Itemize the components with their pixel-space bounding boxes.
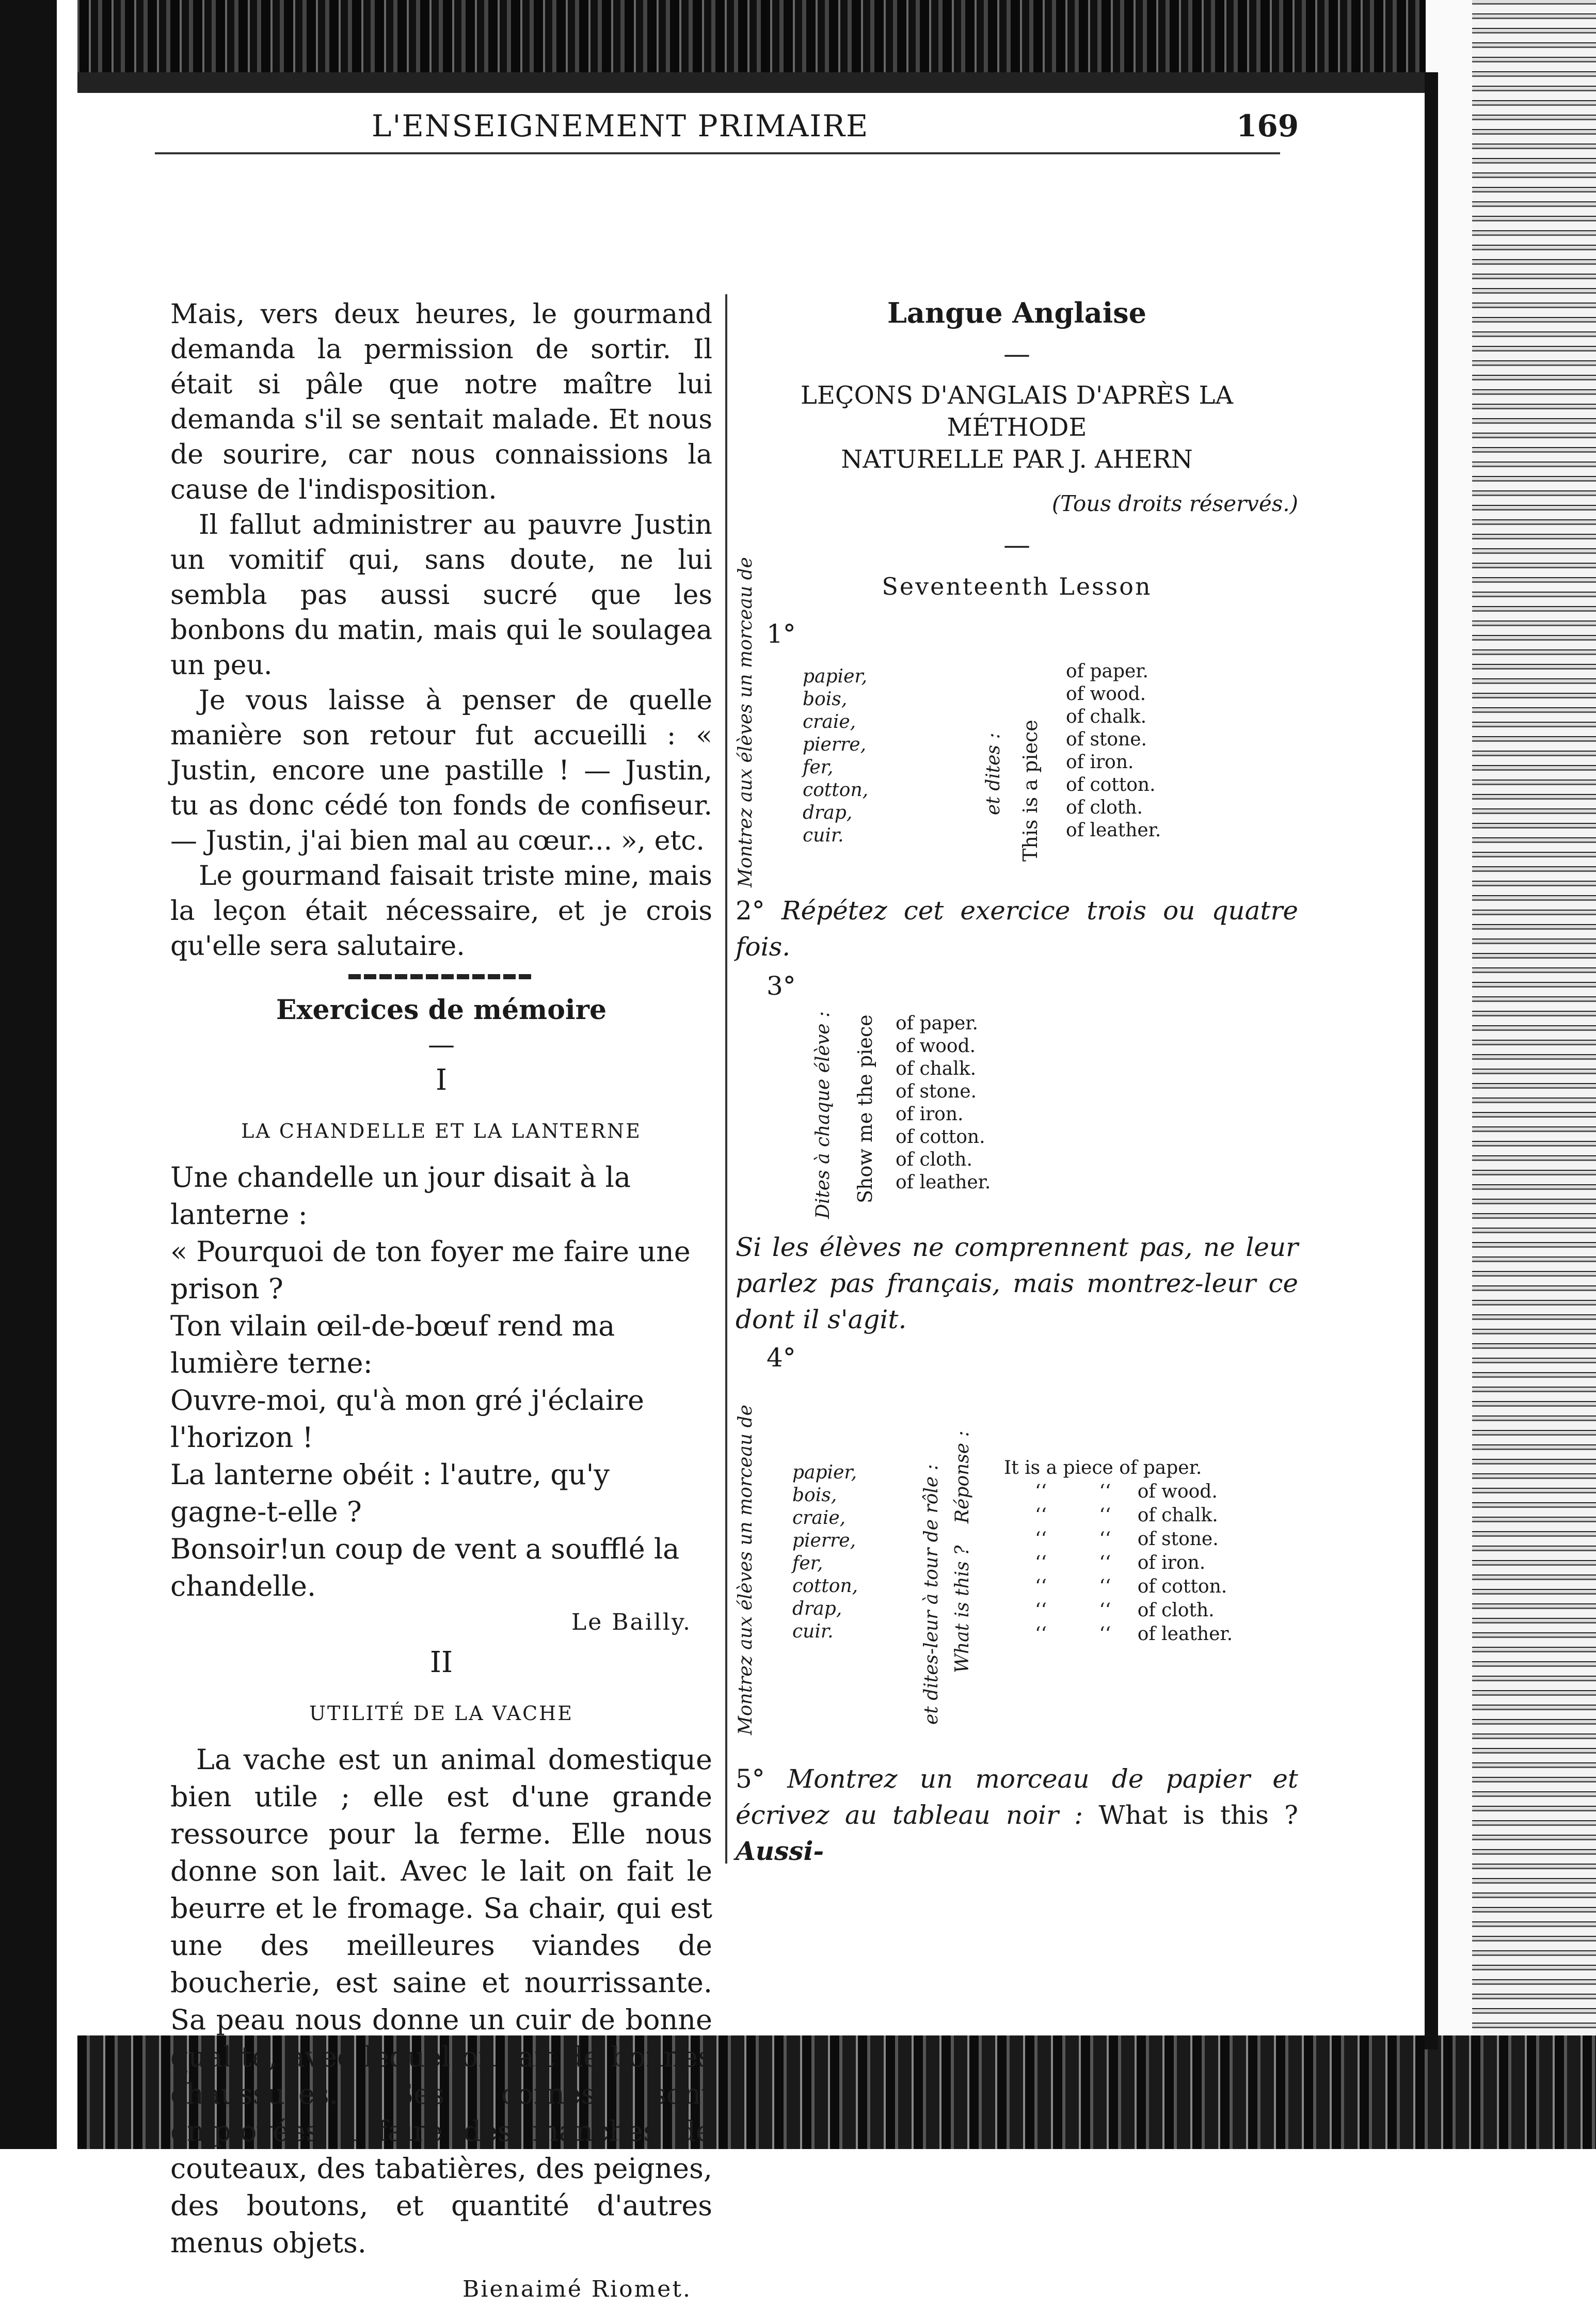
french-word: cuir.: [803, 825, 844, 846]
exercise-5: [736, 1761, 1298, 1869]
say-vertical: et dites :: [983, 733, 1004, 815]
answer-label-vertical: Réponse :: [952, 1430, 973, 1523]
answer-row: [1035, 1480, 1218, 1504]
english-phrase: of chalk.: [1066, 706, 1147, 727]
french-word-list: [803, 665, 868, 847]
english-phrase: of chalk.: [896, 1058, 977, 1079]
french-word: cotton,: [792, 1576, 858, 1597]
running-title: L'ENSEIGNEMENT PRIMAIRE: [372, 108, 869, 144]
poem-author: Le Bailly.: [571, 1609, 692, 1635]
subtitle-line: LEÇONS D'ANGLAIS D'APRÈS LA MÉTHODE: [801, 381, 1233, 442]
phrase-vertical: Show me the piece: [854, 1014, 876, 1203]
french-word: craie,: [792, 1507, 846, 1529]
exercise-number: 2°: [736, 896, 765, 926]
ditto-mark: ‘‘: [1099, 1481, 1111, 1502]
column-rule: [725, 294, 727, 1864]
prose-title: UTILITÉ DE LA VACHE: [309, 1702, 574, 1725]
english-phrase: of cotton.: [896, 1126, 985, 1148]
english-phrase: of cloth.: [1066, 797, 1143, 818]
answer-row: [1004, 1456, 1202, 1480]
numeral-ii: II: [429, 1646, 453, 1679]
ditto-mark: ‘‘: [1035, 1505, 1047, 1526]
page-number: 169: [1236, 108, 1299, 144]
prose-block: [170, 1741, 712, 2262]
ditto-mark: ‘‘: [1099, 1576, 1111, 1597]
phrase-vertical: This is a piece: [1019, 720, 1042, 862]
ditto-mark: ‘‘: [1099, 1505, 1111, 1526]
dash: —: [1003, 530, 1030, 561]
paragraph: La vache est un animal domestique bien utile ; elle est d'une grande ressource pour la ferme. Elle nous donne son lait. Avec le lait on fait le beurre et le fromage. Sa chair, qui est une des meilleures viandes de boucherie, est saine et nourrissante. Sa peau nous donne un cuir de bonne qualité, avec lequel on fait de bonnes chaussures. Ses cornes sont employées à faire des manches de couteaux, des tabatières, des peignes, des boutons, et quantité d'autres menus objets.: [170, 1743, 712, 2259]
ditto-mark: ‘‘: [1099, 1600, 1111, 1621]
exercise-text: Aussi-: [736, 1836, 824, 1866]
french-word: drap,: [792, 1598, 842, 1619]
french-word: papier,: [803, 666, 868, 687]
english-phrase: of stone.: [1066, 729, 1147, 750]
english-phrase: of wood.: [896, 1036, 976, 1057]
exercise-3: [736, 1002, 1298, 1229]
subtitle-line: NATURELLE PAR J. AHERN: [841, 445, 1193, 474]
answer-row: [1035, 1575, 1227, 1599]
lesson-title: Seventeenth Lesson: [882, 572, 1152, 600]
answer-row: [1035, 1504, 1218, 1528]
scan-border-left: [0, 0, 77, 2149]
answer-prefix: It is a piece: [1004, 1457, 1113, 1478]
exercise-2: [736, 893, 1298, 965]
paragraph: Je vous laisse à penser de quelle manière son retour fut accueilli : « Justin, encore une pastille ! — Justin, tu as donc cédé ton fonds de confiseur. — Justin, j'ai bien mal au cœur... », etc.: [170, 685, 712, 856]
instruction-vertical: Montrez aux élèves un morceau de: [735, 1405, 756, 1735]
french-word: papier,: [792, 1462, 857, 1483]
french-word: bois,: [803, 689, 848, 710]
prose-author: Bienaimé Riomet.: [462, 2276, 692, 2302]
english-list: [1066, 660, 1161, 842]
section-title: Langue Anglaise: [887, 296, 1147, 329]
paragraph: Mais, vers deux heures, le gourmand demanda la permission de sortir. Il était si pâle que notre maître lui demanda s'il se sentait malade. Et nous de sourire, car nous connaissions la cause de l'indisposition.: [170, 299, 712, 505]
answer-row: [1035, 1599, 1215, 1622]
ditto-mark: ‘‘: [1035, 1552, 1047, 1573]
french-word: fer,: [792, 1553, 823, 1574]
english-phrase: of iron.: [1066, 752, 1134, 773]
english-phrase: of leather.: [1137, 1624, 1233, 1645]
answer-row: [1035, 1528, 1219, 1551]
english-list: [896, 1012, 991, 1194]
ditto-mark: ‘‘: [1099, 1552, 1111, 1573]
english-phrase: of leather.: [896, 1172, 991, 1193]
english-phrase: of wood.: [1137, 1481, 1218, 1502]
say-vertical: et dites-leur à tour de rôle :: [921, 1464, 942, 1725]
french-word: pierre,: [792, 1530, 856, 1551]
numeral-i: I: [435, 1063, 448, 1097]
ditto-mark: ‘‘: [1035, 1481, 1047, 1502]
poem-line: Bonsoir!un coup de vent a soufflé la chandelle.: [170, 1533, 680, 1602]
english-phrase: of leather.: [1066, 820, 1161, 841]
french-word: cuir.: [792, 1621, 834, 1642]
exercise-number: 5°: [736, 1764, 765, 1794]
english-phrase: of cloth.: [896, 1149, 972, 1170]
scan-border-right: [1426, 0, 1596, 2149]
exercise-number: 1°: [767, 619, 796, 649]
french-word: fer,: [803, 757, 834, 778]
french-word: craie,: [803, 711, 856, 733]
poem-line: Ouvre-moi, qu'à mon gré j'éclaire l'horizon !: [170, 1384, 644, 1454]
question-vertical: What is this ?: [952, 1545, 973, 1673]
english-phrase: of paper.: [1119, 1457, 1202, 1478]
ditto-mark: ‘‘: [1099, 1529, 1111, 1550]
paragraph: Il fallut administrer au pauvre Justin un vomitif qui, sans doute, ne lui sembla pas aussi sucré que les bonbons du matin, mais qui le soulagea un peu.: [170, 510, 712, 681]
answer-row: [1035, 1551, 1205, 1575]
scan-border-top: [0, 0, 1596, 93]
dash: —: [428, 1029, 455, 1060]
left-column: [170, 297, 712, 2307]
exercise-text: Répétez cet exercice trois ou quatre fois.: [736, 896, 1298, 962]
book-spine: [1425, 72, 1438, 2049]
french-word-list: [792, 1461, 858, 1643]
poem-line: « Pourquoi de ton foyer me faire une prison ?: [170, 1235, 691, 1305]
poem-title: LA CHANDELLE ET LA LANTERNE: [241, 1120, 642, 1142]
rights-notice: (Tous droits réservés.): [1051, 491, 1298, 516]
note: Si les élèves ne comprennent pas, ne leur parlez pas français, mais montrez-leur ce dont il s'agit.: [736, 1232, 1298, 1334]
french-word: bois,: [792, 1485, 837, 1506]
english-phrase: of paper.: [896, 1013, 978, 1034]
ditto-mark: ‘‘: [1099, 1624, 1111, 1645]
ditto-mark: ‘‘: [1035, 1600, 1047, 1621]
ditto-mark: ‘‘: [1035, 1576, 1047, 1597]
english-question: What is this ?: [1098, 1800, 1298, 1830]
english-phrase: of stone.: [1137, 1529, 1219, 1550]
ditto-mark: ‘‘: [1035, 1624, 1047, 1645]
english-phrase: of paper.: [1066, 661, 1148, 682]
right-column: [736, 297, 1298, 1869]
english-phrase: of cloth.: [1137, 1600, 1215, 1621]
french-word: pierre,: [803, 734, 867, 755]
ornament-divider: [348, 974, 534, 979]
exercise-number: 4°: [767, 1343, 796, 1373]
english-phrase: of iron.: [1137, 1552, 1206, 1573]
exercise-4: [736, 1374, 1298, 1756]
english-phrase: of cotton.: [1137, 1576, 1227, 1597]
english-phrase: of stone.: [896, 1081, 977, 1102]
french-word: drap,: [803, 802, 853, 823]
english-phrase: of wood.: [1066, 683, 1146, 705]
exercise-text: Montrez un morceau de papier et écrivez au tableau noir :: [736, 1764, 1298, 1830]
english-phrase: of cotton.: [1066, 774, 1156, 795]
poem-line: Ton vilain œil-de-bœuf rend ma lumière terne:: [170, 1310, 615, 1379]
french-word: cotton,: [803, 779, 869, 801]
poem-line: La lanterne obéit : l'autre, qu'y gagne-t-elle ?: [170, 1458, 610, 1528]
answer-row: [1035, 1622, 1233, 1646]
poem: [170, 1159, 712, 1605]
english-phrase: of iron.: [896, 1104, 964, 1125]
paragraph: Le gourmand faisait triste mine, mais la leçon était nécessaire, et je crois qu'elle sera salutaire.: [170, 861, 712, 962]
instruction-vertical: Dites à chaque élève :: [812, 1011, 834, 1219]
dash: —: [1003, 339, 1030, 370]
ditto-mark: ‘‘: [1035, 1529, 1047, 1550]
poem-line: Une chandelle un jour disait à la lanterne :: [170, 1161, 631, 1231]
instruction-vertical: Montrez aux élèves un morceau de: [735, 557, 756, 887]
english-phrase: of chalk.: [1137, 1505, 1218, 1526]
section-title: Exercices de mémoire: [276, 994, 607, 1026]
exercise-number: 3°: [767, 971, 796, 1001]
header-rule: [155, 152, 1280, 154]
